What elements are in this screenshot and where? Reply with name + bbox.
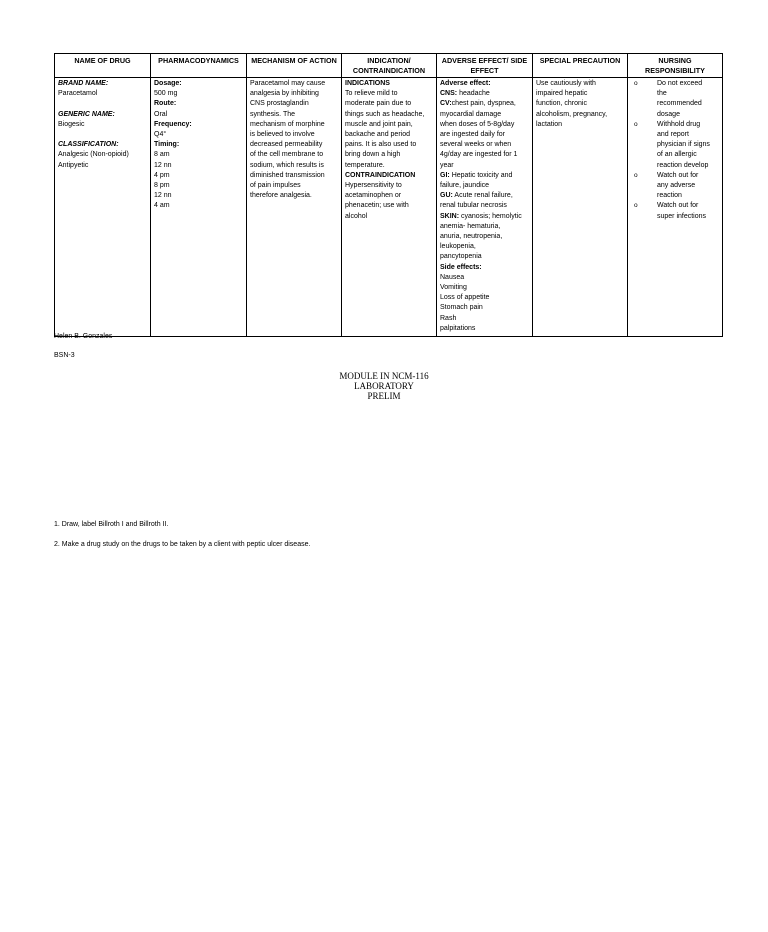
cns-label: CNS: [440,90,458,98]
cell-adverse-effect [437,78,533,337]
side-effects-text: Nausea Vomiting Loss of appetite Stomach pain Rash palpitations [440,273,490,332]
nursing-list [631,79,719,222]
student-section: BSN-3 [54,352,75,359]
frequency-label: Frequency: [154,120,192,128]
list-item: o Withhold drug and report physician if signs of an allergic reaction develop [657,120,719,171]
gu-text: Acute renal failure, renal tubular necrosis [440,192,513,210]
header-special-precaution: SPECIAL PRECAUTION [533,54,628,78]
timing-value: 12 nn [154,192,172,200]
header-nursing-responsibility: NURSING RESPONSIBILITY [628,54,723,78]
route-value: Oral [154,110,168,118]
cell-name-of-drug [55,78,151,337]
gi-label: GI: [440,171,450,179]
dosage-label: Dosage: [154,80,182,87]
module-title-line: MODULE IN NCM-116 [339,371,429,381]
indications-text: To relieve mild to moderate pain due to things such as headache, muscle and joint pain, backache and period pains. It is also used to bring down a high temperature. [345,90,425,169]
timing-value: 4 am [154,202,170,210]
timing-label: Timing: [154,141,180,149]
cell-nursing-responsibility [628,78,723,337]
route-label: Route: [154,100,177,108]
contraindication-label: CONTRAINDICATION [345,171,416,179]
module-title-line: LABORATORY [354,381,414,391]
student-name: Helen B. Gonzales [54,333,113,340]
cell-mechanism-of-action [247,78,342,337]
skin-label: SKIN: [440,212,460,220]
indications-label: INDICATIONS [345,80,390,87]
mechanism-text: Paracetamol may cause analgesia by inhibiting CNS prostaglandin synthesis. The mechanism of morphine is believed to involve decreased permeability of the cell membrane to sodium, which results is diminished transmission of pain impulses therefore analgesia. [250,80,326,200]
table-header-row [55,54,723,78]
timing-value: 8 pm [154,182,170,190]
brand-name-label: BRAND NAME: [58,80,109,87]
gi-text: Hepatic toxicity and failure, jaundice [440,171,513,190]
header-mechanism: MECHANISM OF ACTION [247,54,342,78]
brand-name-value: Paracetamol [58,90,98,98]
classification-value: Analgesic (Non-opioid) [58,151,129,159]
adverse-effect-label: Adverse effect: [440,80,491,87]
cell-special-precaution [533,78,628,337]
cv-label: CV: [440,100,452,108]
contraindication-text: Hypersensitivity to acetaminophen or phenacetin; use with alcohol [345,182,409,220]
timing-value: 4 pm [154,171,170,179]
side-effects-label: Side effects: [440,263,482,271]
classification-value: Antipyetic [58,161,89,169]
module-title-line: PRELIM [367,391,401,401]
cell-indication [342,78,437,337]
header-indication: INDICATION/ CONTRAINDICATION [342,54,437,78]
module-title [0,371,768,401]
classification-label: CLASSIFICATION: [58,141,119,149]
timing-value: 8 am [154,151,170,159]
precaution-text: Use cautiously with impaired hepatic function, chronic alcoholism, pregnancy, lactation [536,80,608,128]
frequency-value: Q4° [154,131,167,139]
header-pharmacodynamics: PHARMACODYNAMICS [151,54,247,78]
skin-text: cyanosis; hemolytic anemia- hematuria, anuria, neutropenia, leukopenia, pancytopenia [440,212,522,261]
timing-value: 12 nn [154,161,172,169]
cv-text: chest pain, dyspnea, myocardial damage when doses of 5-8g/day are ingested daily for several weeks or when 4g/day are ingested for 1 year [440,100,518,169]
header-name-of-drug: NAME OF DRUG [55,54,151,78]
generic-name-value: Biogesic [58,120,85,128]
question-2: 2. Make a drug study on the drugs to be taken by a client with peptic ulcer disease. [54,541,311,548]
header-adverse-effect: ADVERSE EFFECT/ SIDE EFFECT [437,54,533,78]
drug-study-table [54,53,723,337]
table-row [55,78,723,337]
generic-name-label: GENERIC NAME: [58,110,115,118]
list-item: o Watch out for any adverse reaction [657,171,719,202]
list-item: o Do not exceed the recommended dosage [657,79,719,120]
gu-label: GU: [440,192,453,200]
cns-text: headache [459,90,490,98]
list-item: o Watch out for super infections [657,201,719,221]
question-1: 1. Draw, label Billroth I and Billroth II. [54,521,169,528]
cell-pharmacodynamics [151,78,247,337]
dosage-value: 500 mg [154,90,178,98]
